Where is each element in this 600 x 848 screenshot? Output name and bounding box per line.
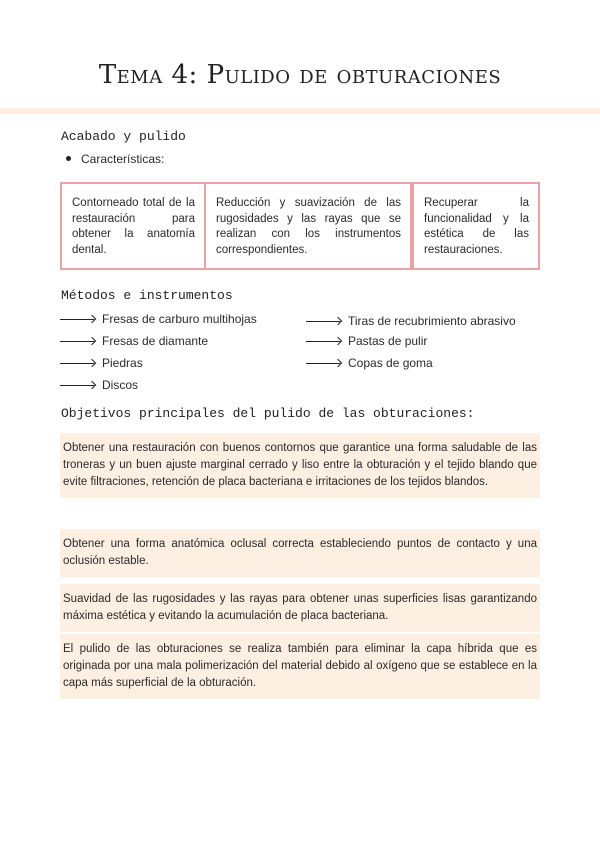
characteristic-box: Contorneado total de la restauración para obtener la anatomía dental. (60, 182, 204, 270)
section-heading-finishing: Acabado y pulido (61, 129, 186, 144)
tool-label: Fresas de diamante (102, 334, 209, 348)
objective-paragraph: Suavidad de las rugosidades y las rayas para obtener unas superficies lisas garantizando máxima estética y evitando la acumulación de placa bacteriana. (60, 584, 540, 632)
arrow-right-icon (60, 363, 94, 364)
tool-item (60, 334, 208, 348)
tool-item (60, 312, 257, 326)
tool-item (306, 334, 427, 348)
bullet-dot-icon (66, 156, 71, 161)
section-heading-methods: Métodos e instrumentos (61, 288, 233, 303)
tool-label: Copas de goma (348, 356, 433, 370)
tool-item (306, 356, 433, 370)
arrow-right-icon (60, 341, 94, 342)
objective-paragraph: Obtener una forma anatómica oclusal correcta estableciendo puntos de contacto y una oclusión estable. (60, 529, 540, 577)
objective-paragraph: El pulido de las obturaciones se realiza también para eliminar la capa híbrida que es originada por una mala polimerización del material debido al oxígeno que se establece en la capa más superficial de la obturación. (60, 634, 540, 699)
tool-item (60, 378, 138, 392)
tool-label: Discos (102, 378, 139, 392)
tool-label: Piedras (102, 356, 143, 370)
objective-paragraph: Obtener una restauración con buenos contornos que garantice una forma saludable de las troneras y un buen ajuste marginal cerrado y liso entre la obturación y el tejido blando que evite filtraciones, retención de placa bacteriana e irritaciones de los tejidos blandos. (60, 433, 540, 498)
characteristic-box: Recuperar la funcionalidad y la estética de las restauraciones. (412, 182, 540, 270)
bullet-text: Características: (81, 152, 165, 166)
bullet-item (66, 152, 164, 166)
characteristics-boxes (60, 182, 540, 270)
characteristic-box: Reducción y suavización de las rugosidades y las rayas que se realizan con los instrumentos correspondientes. (204, 182, 412, 270)
tool-label: Fresas de carburo multihojas (102, 312, 257, 326)
tool-item (306, 314, 516, 328)
page-title: Tema 4: Pulido de obturaciones (98, 60, 502, 90)
arrow-right-icon (306, 321, 340, 322)
section-heading-objectives: Objetivos principales del pulido de las obturaciones: (61, 406, 475, 421)
arrow-right-icon (306, 341, 340, 342)
tool-label: Pastas de pulir (348, 334, 428, 348)
title-underline (0, 108, 600, 114)
arrow-right-icon (60, 385, 94, 386)
arrow-right-icon (306, 363, 340, 364)
arrow-right-icon (60, 319, 94, 320)
tool-item (60, 356, 143, 370)
tool-label: Tiras de recubrimiento abrasivo (348, 314, 516, 328)
